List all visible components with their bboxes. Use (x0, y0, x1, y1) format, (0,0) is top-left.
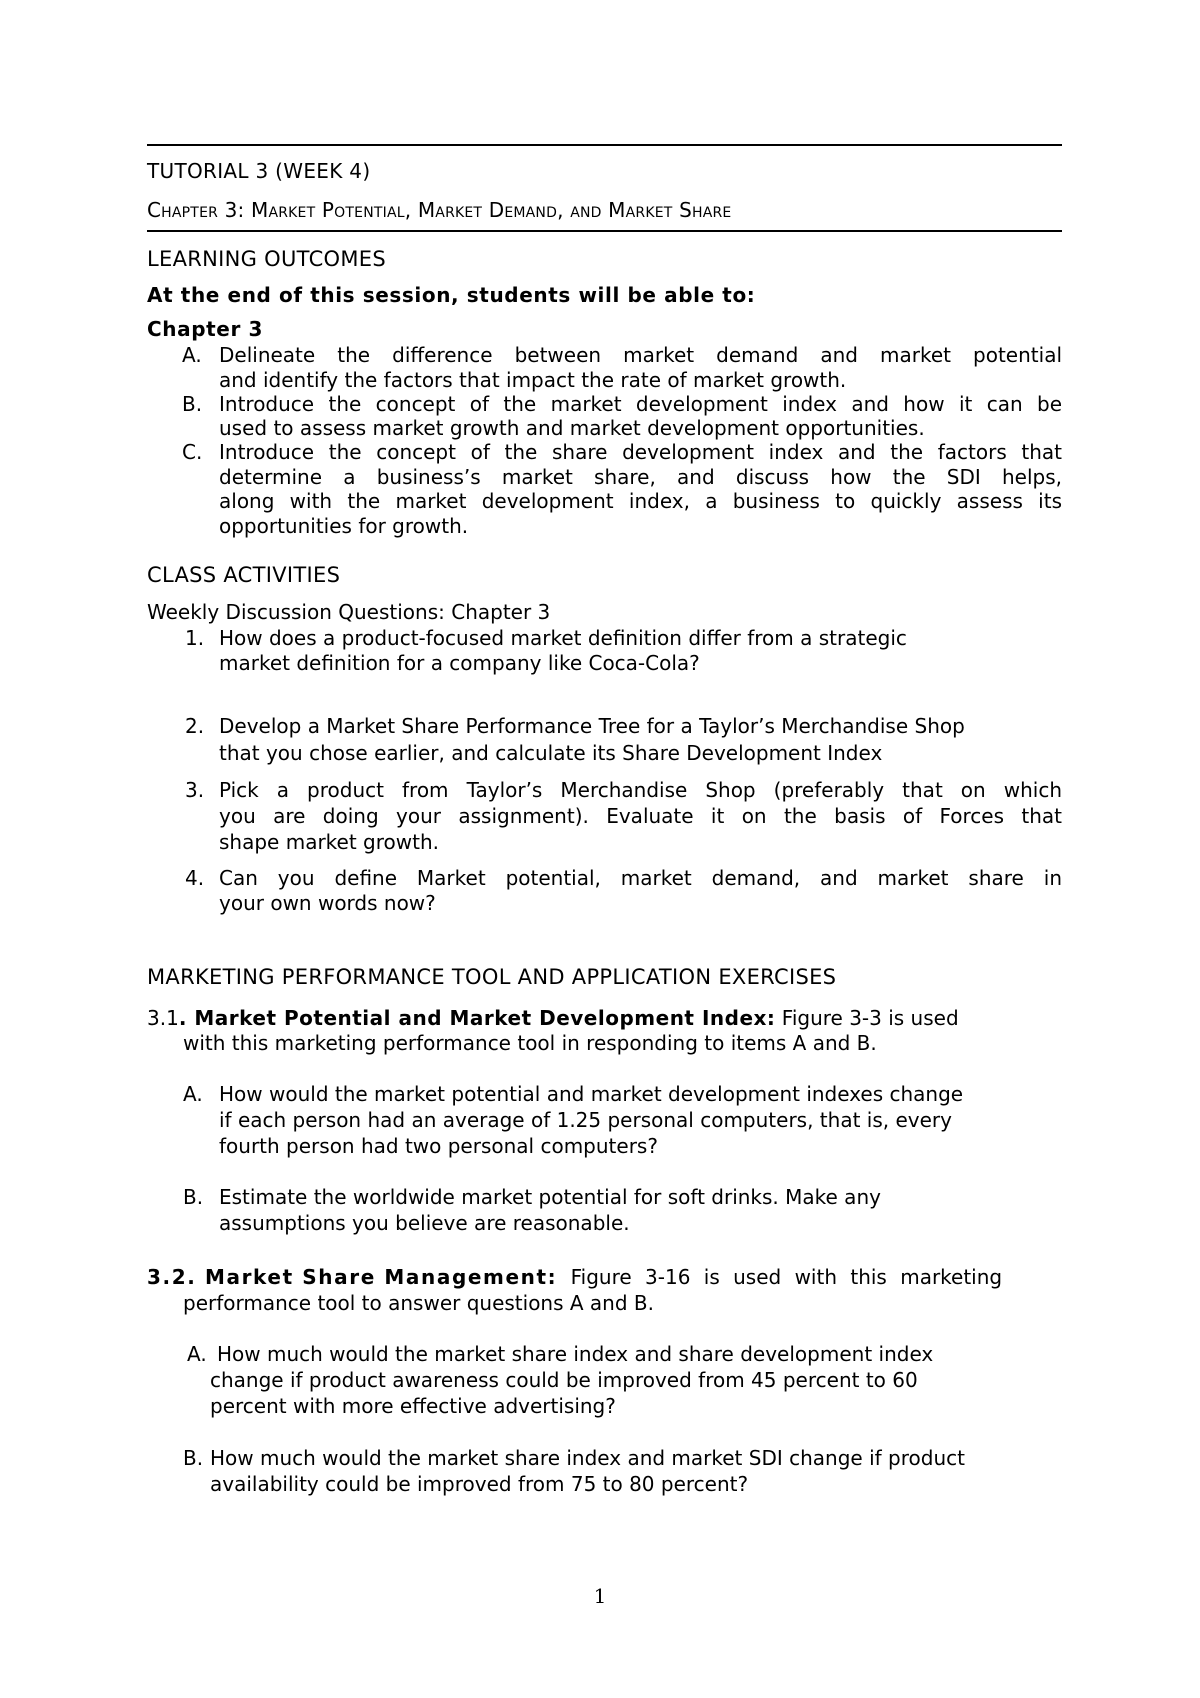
s32-item-b-line-2: availability could be improved from 75 to 80 percent? (210, 1472, 749, 1496)
s31-item-a-line-3: fourth person had two personal computers? (219, 1134, 658, 1158)
chapter-title: Chapter 3: Market Potential, Market Demand, and Market Share (147, 198, 732, 222)
s31-item-label-b: B. (183, 1185, 204, 1209)
s32-item-a-line-2: change if product awareness could be improved from 45 percent to 60 (210, 1368, 918, 1392)
s32-item-b-line-1: How much would the market share index and market SDI change if product (210, 1446, 965, 1470)
section-3-1-title: . Market Potential and Market Development Index: (178, 1006, 776, 1030)
section-3-1-number: 3.1 (147, 1006, 179, 1030)
section-3-2-intro: Figure 3-16 is used with this marketing (557, 1265, 1003, 1289)
outcome-b-line-1: Introduce the concept of the market development index and how it can be (219, 392, 1062, 416)
page-number: 1 (593, 1584, 607, 1608)
question-label-1: 1. (185, 626, 205, 650)
question-2-line-1: Develop a Market Share Performance Tree for a Taylor’s Merchandise Shop (219, 714, 965, 738)
s32-item-label-b: B. (183, 1446, 204, 1470)
s32-item-label-a: A. (187, 1342, 207, 1366)
top-rule (147, 144, 1062, 146)
question-1-line-1: How does a product-focused market definition differ from a strategic (219, 626, 907, 650)
section-3-2-line-1 (147, 1265, 1062, 1289)
question-4-line-1: Can you define Market potential, market demand, and market share in (219, 866, 1062, 890)
section-3-1-line-2: with this marketing performance tool in responding to items A and B. (183, 1031, 877, 1055)
question-1-line-2: market definition for a company like Coca-Cola? (219, 651, 700, 675)
s31-item-b-line-1: Estimate the worldwide market potential for soft drinks. Make any (219, 1185, 881, 1209)
s31-item-a-line-1: How would the market potential and market development indexes change (219, 1082, 964, 1106)
question-3-line-1: Pick a product from Taylor’s Merchandise Shop (preferably that on which (219, 778, 1062, 802)
question-3-line-2: you are doing your assignment). Evaluate it on the basis of Forces that (219, 804, 1062, 828)
outcome-c-line-2: determine a business’s market share, and discuss how the SDI helps, (219, 465, 1062, 489)
outcome-label-b: B. (182, 392, 203, 416)
s31-item-b-line-2: assumptions you believe are reasonable. (219, 1211, 630, 1235)
question-3-line-3: shape market growth. (219, 830, 439, 854)
outcome-a-line-2: and identify the factors that impact the rate of market growth. (219, 368, 847, 392)
section-3-2-line-2: performance tool to answer questions A and B. (183, 1291, 654, 1315)
section-3-2-title: 3.2. Market Share Management: (147, 1265, 558, 1289)
question-label-2: 2. (185, 714, 205, 738)
class-activities-heading: CLASS ACTIVITIES (147, 563, 341, 587)
s31-item-label-a: A. (183, 1082, 203, 1106)
learning-outcomes-heading: LEARNING OUTCOMES (147, 247, 386, 271)
outcome-b-line-2: used to assess market growth and market development opportunities. (219, 416, 925, 440)
s32-item-a-line-3: percent with more effective advertising? (210, 1394, 616, 1418)
tools-heading: MARKETING PERFORMANCE TOOL AND APPLICATION EXERCISES (147, 965, 837, 989)
outcome-label-a: A. (182, 343, 202, 367)
s31-item-a-line-2: if each person had an average of 1.25 personal computers, that is, every (219, 1108, 952, 1132)
section-3-1-line-1 (147, 1006, 1062, 1030)
page-title: TUTORIAL 3 (WEEK 4) (147, 159, 371, 183)
s32-item-a-line-1: How much would the market share index and share development index (217, 1342, 934, 1366)
outcome-c-line-4: opportunities for growth. (219, 514, 469, 538)
discussion-subheading: Weekly Discussion Questions: Chapter 3 (147, 600, 551, 624)
learning-intro: At the end of this session, students will be able to: (147, 283, 756, 307)
outcome-c-line-1: Introduce the concept of the share development index and the factors that (219, 440, 1062, 464)
question-4-line-2: your own words now? (219, 891, 436, 915)
bottom-rule (147, 230, 1062, 232)
outcome-label-c: C. (182, 440, 203, 464)
chapter-label: Chapter 3 (147, 317, 263, 341)
section-3-1-intro: Figure 3-3 is used (775, 1006, 959, 1030)
question-label-4: 4. (185, 866, 205, 890)
outcome-a-line-1: Delineate the difference between market demand and market potential (219, 343, 1062, 367)
question-2-line-2: that you chose earlier, and calculate its Share Development Index (219, 741, 883, 765)
outcome-c-line-3: along with the market development index, a business to quickly assess its (219, 489, 1062, 513)
question-label-3: 3. (185, 778, 205, 802)
